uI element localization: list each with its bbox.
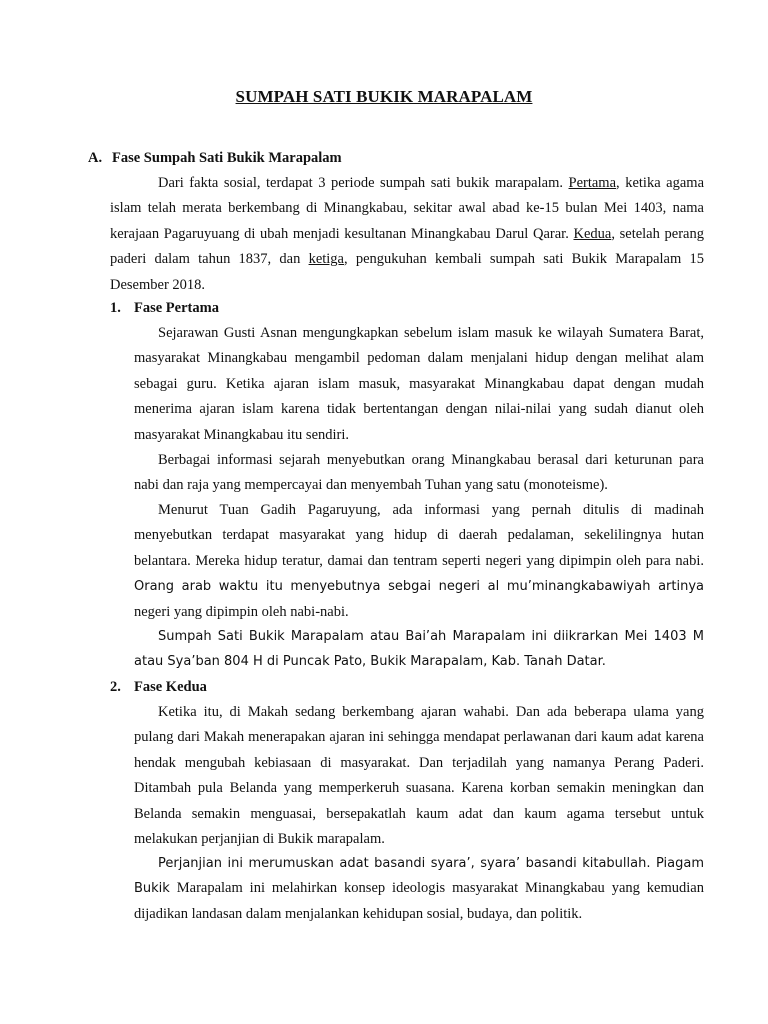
subsection-1-paragraph-1: Sejarawan Gusti Asnan mengungkapkan sebelum islam masuk ke wilayah Sumatera Barat, masyarakat Minangkabau mengambil pedoman dalam menjalani hidup dengan melihat alam sebagai guru. Ketika ajaran islam masuk, masyarakat Minangkabau dapat dengan mudah menerima ajaran islam karena tidak bertentangan dengan nilai-nilai yang sudah dianut oleh masyarakat Minangkabau itu sendiri. (134, 325, 704, 443)
subsection-1-title: Fase Pertama (134, 300, 219, 316)
subsection-2-paragraph-2 (134, 851, 704, 927)
intro-text-4: , pengukuhan kembali sumpah sati Bukik Marapalam 15 Desember 2018. (110, 251, 704, 293)
intro-text-1: Dari fakta sosial, terdapat 3 periode sumpah sati bukik marapalam. (158, 175, 569, 191)
p2-text-2: Marapalam ini melahirkan konsep ideologis masyarakat Minangkabau yang kemudian dijadikan landasan dalam menjalankan kehidupan sosial, budaya, dan politik. (134, 880, 704, 922)
section-a-intro-paragraph (110, 171, 704, 298)
subsection-1-paragraph-2: Berbagai informasi sejarah menyebutkan orang Minangkabau berasal dari keturunan para nabi dan raja yang mempercayai dan menyembah Tuhan yang satu (monoteisme). (134, 452, 704, 494)
section-a-heading (88, 148, 342, 168)
document-title: SUMPAH SATI BUKIK MARAPALAM (235, 87, 533, 106)
subsection-1-paragraph-3 (134, 498, 704, 625)
p3-text-2: Orang arab waktu itu menyebutnya sebgai negeri al mu’minangkabawiyah artinya (134, 579, 704, 595)
subsection-2-heading (110, 677, 207, 697)
p2-text-1: Perjanjian ini merumuskan adat basandi syara’, syara’ basandi kitabullah. Piagam Bukik (134, 856, 704, 897)
subsection-2-marker: 2. (110, 679, 121, 695)
p3-text-1: Menurut Tuan Gadih Pagaruyung, ada informasi yang pernah ditulis di madinah menyebutkan terdapat masyarakat yang hidup di daerah pedalaman, sekelilingnya hutan belantara. Mereka hidup teratur, damai dan tentram seperti negeri yang dipimpin oleh para nabi. (134, 502, 704, 569)
intro-text-3: , setelah perang paderi dalam tahun 1837, dan (110, 225, 704, 268)
intro-pertama-link: Pertama (568, 175, 617, 191)
subsection-1-marker: 1. (110, 300, 121, 316)
p3-text-3: negeri yang dipimpin oleh nabi-nabi. (134, 603, 349, 620)
subsection-2-title: Fase Kedua (134, 679, 207, 695)
section-a-marker: A. (88, 150, 103, 166)
section-a-title: Fase Sumpah Sati Bukik Marapalam (112, 150, 342, 166)
subsection-2-paragraph-1: Ketika itu, di Makah sedang berkembang ajaran wahabi. Dan ada beberapa ulama yang pulang dari Makah menerapakan ajaran ini sehingga mendapat perlawanan dari kaum adat karena hendak mengubah kebiasaan di masyarakat. Dan terjadilah yang namanya Perang Paderi. Ditambah pula Belanda yang memperkeruh suasana. Karena korban semakin meningkan dan Belanda semakin menguasai, bersepakatlah kaum adat dan kaum agama tersebut untuk melakukan perjanjian di Bukik marapalam. (134, 704, 704, 848)
subsection-1-heading (110, 298, 219, 318)
intro-ketiga-link: ketiga (308, 251, 344, 268)
intro-kedua-link: Kedua (573, 225, 612, 242)
subsection-1-paragraph-4: Sumpah Sati Bukik Marapalam atau Bai’ah Marapalam ini diikrarkan Mei 1403 M atau Sya’ban 804 H di Puncak Pato, Bukik Marapalam, Kab. Tanah Datar. (134, 629, 704, 670)
intro-text-2: , ketika agama islam telah merata berkembang di Minangkabau, sekitar awal abad ke-15 bulan Mei 1403, nama kerajaan Pagaruyuang di ubah menjadi kesultanan Minangkabau Darul Qarar. (110, 175, 704, 242)
